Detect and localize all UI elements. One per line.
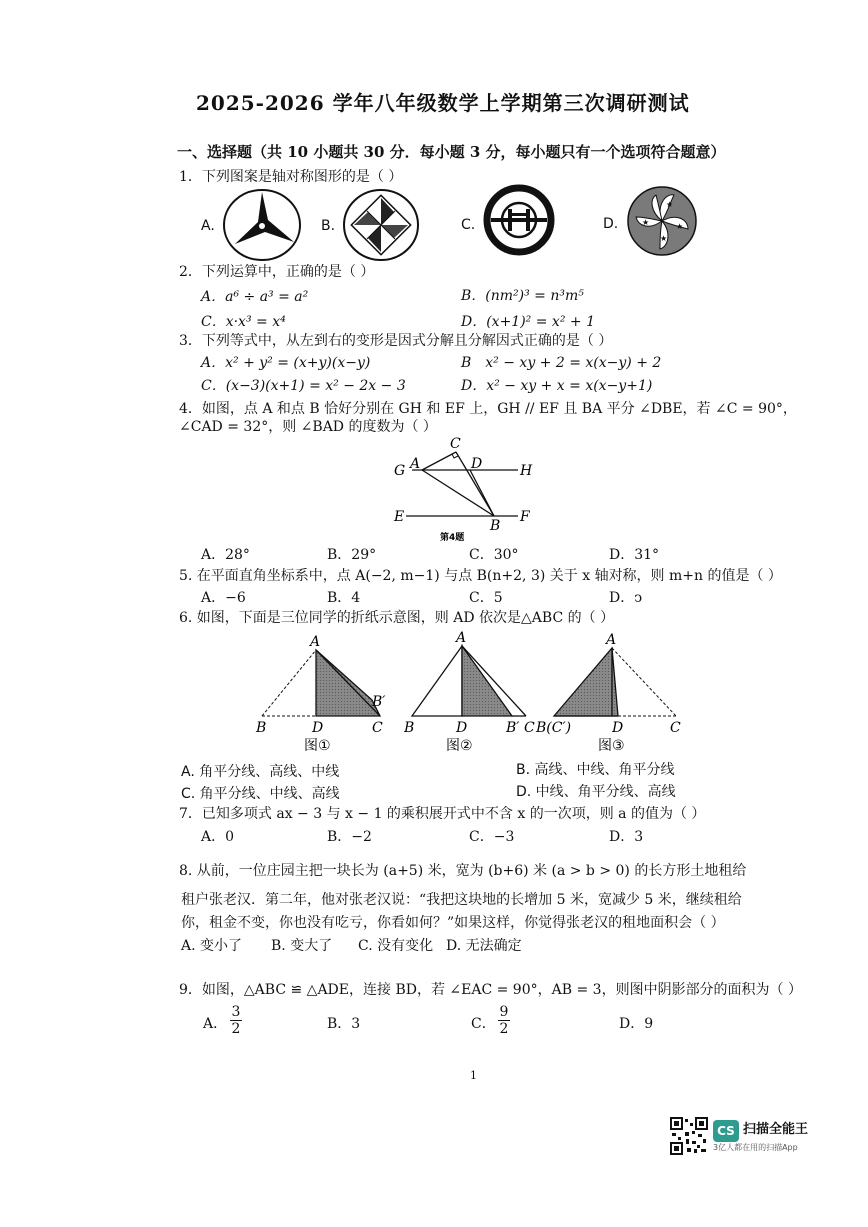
q4-option-c: C．30° [469,547,519,563]
q4-label-e: E [394,509,405,525]
q1-figure-a [222,188,302,263]
q8-option-c: C. 没有变化 [358,938,434,954]
question-7-stem: 7．已知多项式 ax − 3 与 x − 1 的乘积展开式中不含 x 的一次项，则 a 的值为（ ） [179,806,706,822]
q6-fig1-label-b1: B′ [372,694,386,710]
q9-c-denominator: 2 [499,1021,509,1037]
scanner-app-name: 扫描全能王 [743,1122,809,1137]
q3-option-a: A．x² + y² = (x+y)(x−y) [201,355,371,371]
q6-figures [250,628,700,754]
question-5-stem: 5. 在平面直角坐标系中，点 A(−2, m−1) 与点 B(n+2, 3) 关于 x 轴对称，则 m+n 的值是（ ） [179,568,782,584]
q6-option-c: C. 角平分线、中线、高线 [181,786,340,802]
q2-option-b: B．(nm²)³ = n³m⁵ [461,288,584,304]
q3-option-c: C．(x−3)(x+1) = x² − 2x − 3 [201,378,406,394]
q6-fig2-label-a: A [456,630,467,646]
q7-option-b: B．−2 [327,829,372,845]
q7-option-c: C．−3 [469,829,515,845]
q9-c-numerator: 9 [499,1004,509,1020]
q6-fig3-caption: 图③ [598,738,625,754]
q5-option-c: C．5 [469,590,503,606]
q5-option-a: A．−6 [201,590,246,606]
q4-label-d: D [471,456,483,472]
q9-option-a-fraction [230,1004,242,1037]
question-8-stem-line1: 8. 从前，一位庄园主把一块长为 (a+5) 米，宽为 (b+6) 米 (a > b > 0) 的长方形土地租给 [179,863,747,879]
question-8-stem-line3: 你，租金不变，你也没有吃亏，你看如何？”如果这样，你觉得张老汉的租地面积会（ ） [181,915,725,931]
q4-label-c: C [450,436,461,452]
q9-option-a-letter: A． [203,1016,228,1032]
q6-option-b: B. 高线、中线、角平分线 [516,762,675,778]
question-3-stem: 3．下列等式中，从左到右的变形是因式分解且分解因式正确的是（ ） [179,333,613,349]
q3-option-d: D．x² − xy + x = x(x−y+1) [461,378,653,394]
q4-option-a: A．28° [201,547,250,563]
q6-fig1-label-c: C [372,720,383,736]
q9-a-numerator: 3 [231,1004,241,1020]
q9-option-b: B．3 [327,1016,361,1032]
q6-fig3-label-d: D [612,720,624,736]
page-number: 1 [470,1069,477,1082]
section-header: 一、选择题（共 10 小题共 30 分．每小题 3 分，每小题只有一个选项符合题意） [177,143,726,161]
q9-option-c-letter: C． [471,1016,496,1032]
q1-option-b: B. [321,218,336,234]
q9-a-denominator: 2 [231,1021,241,1037]
q9-option-d: D．9 [619,1016,654,1032]
question-4-stem-line1: 4．如图，点 A 和点 B 恰好分别在 GH 和 EF 上，GH // EF 且 BA 平分 ∠DBE，若 ∠C = 90°， [179,401,797,417]
q7-option-a: A．0 [201,829,235,845]
q8-option-b: B. 变大了 [271,938,333,954]
q4-label-g: G [394,463,406,479]
q1-figure-c [483,184,555,256]
q6-fig2-label-b: B [404,720,415,736]
q2-option-d: D．(x+1)² = x² + 1 [461,314,595,330]
q5-option-d: D．ↄ [609,590,643,606]
question-9-stem: 9．如图，△ABC ≌ △ADE，连接 BD，若 ∠EAC = 90°，AB = 3，则图中阴影部分的面积为（ ） [179,982,803,998]
question-1-stem: 1．下列图案是轴对称图形的是（ ） [179,169,403,185]
q6-fig1-label-d: D [312,720,324,736]
q6-fig3-label-a: A [606,632,617,648]
svg-text:★: ★ [660,234,668,243]
q4-option-b: B．29° [327,547,377,563]
q6-fig3-label-bc: B(C′) [536,720,572,736]
q4-label-f: F [520,509,530,525]
q6-option-a: A. 角平分线、高线、中线 [181,764,340,780]
q4-figure [390,432,540,544]
q1-option-c: C. [461,217,476,233]
q7-option-d: D．3 [609,829,644,845]
q6-option-d: D. 中线、角平分线、高线 [516,784,676,800]
svg-text:★: ★ [676,222,684,231]
scanner-tagline: 3亿人都在用的扫描App [713,1143,798,1152]
q1-option-a: A. [201,218,215,234]
q8-option-d: D. 无法确定 [446,938,522,954]
q8-option-a: A. 变小了 [181,938,243,954]
q5-option-b: B．4 [327,590,361,606]
q4-option-d: D．31° [609,547,660,563]
q6-fig2-label-b1: B′ [506,720,520,736]
q1-option-d: D. [603,216,619,232]
svg-text:★: ★ [642,218,650,227]
q1-figure-d [626,185,698,257]
q4-label-a: A [410,456,421,472]
q6-fig2-label-d: D [456,720,468,736]
q9-option-c-fraction [498,1004,510,1037]
q6-fig3-label-c: C [670,720,681,736]
q6-fig1-label-a: A [310,634,321,650]
question-2-stem: 2．下列运算中，正确的是（ ） [179,264,375,280]
q6-fig2-label-c: C [524,720,535,736]
q4-label-h: H [520,463,533,479]
cs-logo-icon: CS [713,1120,739,1142]
svg-text:★: ★ [666,200,674,209]
qr-code-icon [670,1117,708,1155]
q2-option-c: C．x·x³ = x⁴ [201,314,286,330]
q6-fig2-caption: 图② [446,738,473,754]
q3-option-b: B x² − xy + 2 = x(x−y) + 2 [461,355,662,371]
question-8-stem-line2: 租户张老汉．第二年，他对张老汉说：“我把这块地的长增加 5 米，宽减少 5 米，继续租给 [181,892,742,908]
question-4-stem-line2: ∠CAD = 32°，则 ∠BAD 的度数为（ ） [179,419,437,435]
q6-fig1-caption: 图① [304,738,331,754]
question-6-stem: 6. 如图，下面是三位同学的折纸示意图，则 AD 依次是△ABC 的（ ） [179,610,615,626]
q4-label-b: B [490,518,501,534]
q1-figure-b [342,188,420,263]
q4-figure-caption: 第4题 [440,533,465,543]
page-title: 2025-2026 学年八年级数学上学期第三次调研测试 [196,91,690,115]
q2-option-a: A．a⁶ ÷ a³ = a² [201,289,309,305]
q6-fig1-label-b: B [256,720,267,736]
